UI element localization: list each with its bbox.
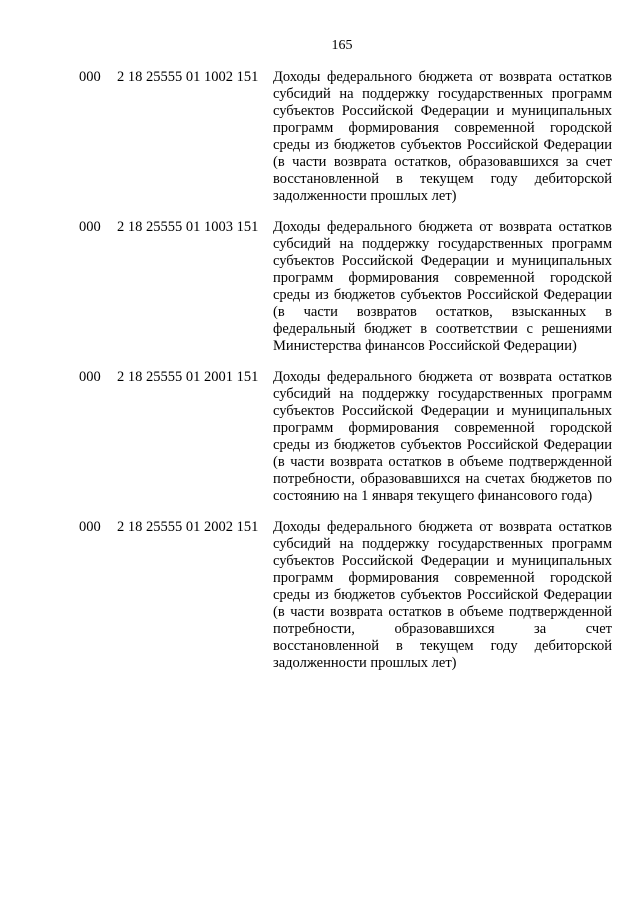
page-number: 165 [331, 38, 353, 53]
income-description: Доходы федерального бюджета от возврата остатков субсидий на поддержку государственных программ субъектов Российской Федерации и муниципальных программ формирования современной городской среды из бюджетов субъектов Российской Федерации (в части возврата остатков в объеме подтвержденной потребности, образовавшихся за счет восстановленной в текущем году дебиторской задолженности прошлых лет) [273, 519, 612, 671]
admin-code: 000 [79, 69, 101, 85]
income-description: Доходы федерального бюджета от возврата остатков субсидий на поддержку государственных программ субъектов Российской Федерации и муниципальных программ формирования современной городской среды из бюджетов субъектов Российской Федерации (в части возврата остатков, образовавшихся за счет восстановленной в текущем году дебиторской задолженности прошлых лет) [273, 69, 612, 204]
income-code-table [0, 69, 640, 686]
income-description: Доходы федерального бюджета от возврата остатков субсидий на поддержку государственных программ субъектов Российской Федерации и муниципальных программ формирования современной городской среды из бюджетов субъектов Российской Федерации (в части возвратов остатков, взысканных в федеральный бюджет в соответствии с решениями Министерства финансов Российской Федерации) [273, 219, 612, 354]
admin-code: 000 [79, 219, 101, 235]
income-code: 2 18 25555 01 2002 151 [117, 519, 259, 535]
admin-code: 000 [79, 519, 101, 535]
income-code: 2 18 25555 01 1003 151 [117, 219, 259, 235]
table-row [0, 219, 640, 355]
table-row [0, 69, 640, 205]
table-row [0, 519, 640, 672]
table-row [0, 369, 640, 505]
admin-code: 000 [79, 369, 101, 385]
income-description: Доходы федерального бюджета от возврата остатков субсидий на поддержку государственных программ субъектов Российской Федерации и муниципальных программ формирования современной городской среды из бюджетов субъектов Российской Федерации (в части возврата остатков в объеме подтвержденной потребности, образовавшихся на счетах бюджетов по состоянию на 1 января текущего финансового года) [273, 369, 612, 504]
income-code: 2 18 25555 01 1002 151 [117, 69, 259, 85]
income-code: 2 18 25555 01 2001 151 [117, 369, 259, 385]
